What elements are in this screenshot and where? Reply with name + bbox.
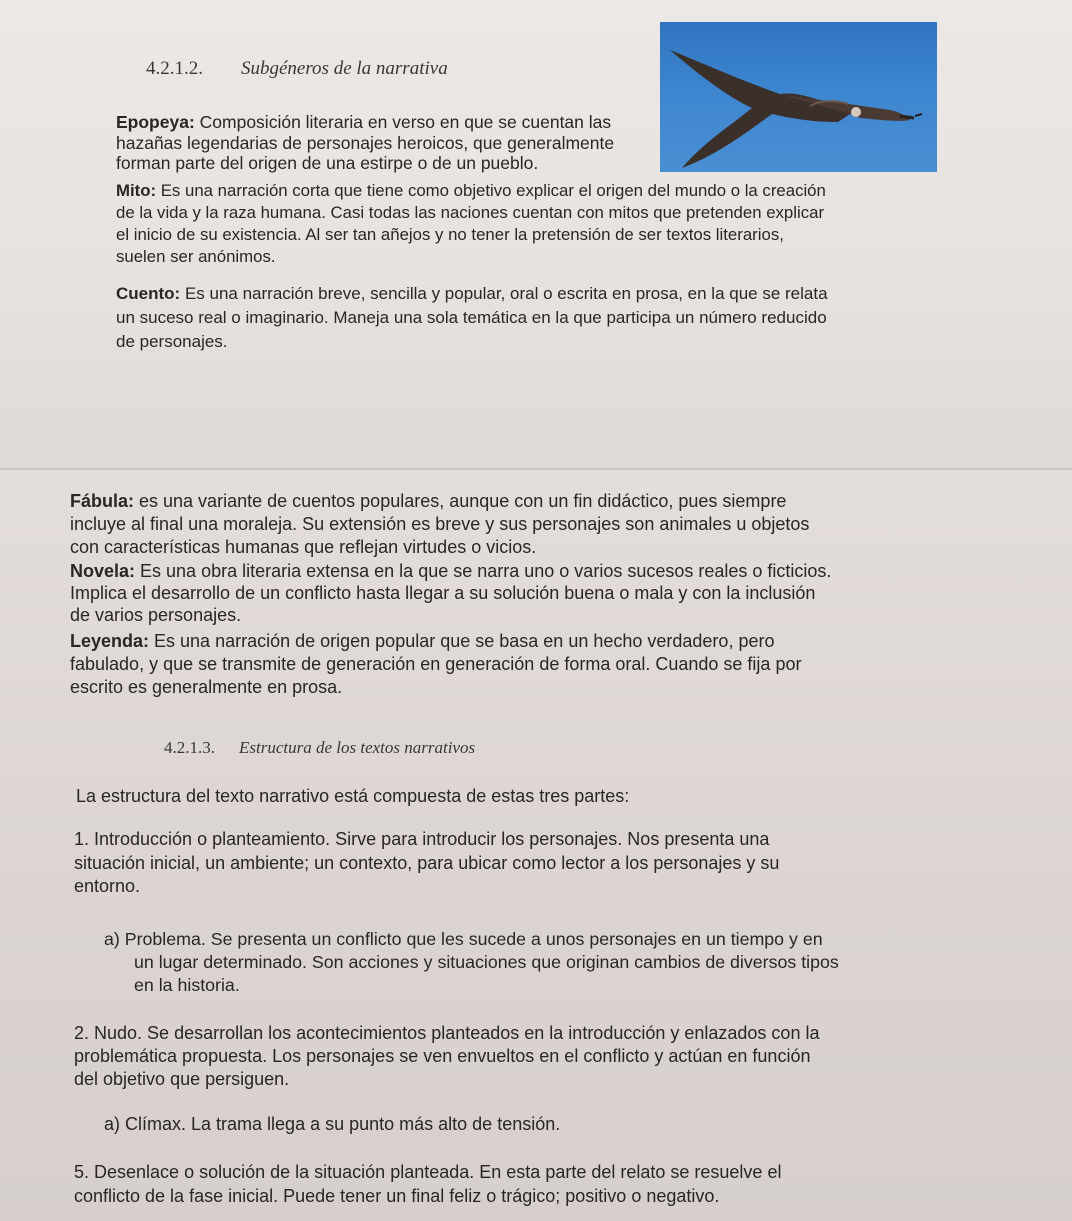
- term-epopeya: Epopeya:: [116, 112, 195, 132]
- list-item-introduccion: 1. Introducción o planteamiento. Sirve para introducir los personajes. Nos presenta una situación inicial, un ambiente; un contexto, para ubicar como lector a los personajes y su entorno.: [74, 829, 780, 896]
- list-item-nudo: 2. Nudo. Se desarrollan los acontecimientos planteados en la introducción y enlazados con la problemática propuesta. Los personajes se ven envueltos en el conflicto y actúan en función del objetivo que persiguen.: [74, 1023, 820, 1089]
- blank-page-area: [0, 360, 1072, 480]
- paragraph-cuento: Cuento: Es una narración breve, sencilla y popular, oral o escrita en prosa, en la que se relata un suceso real o imaginario. Maneja una sola temática en la que participa un número reducido de personajes.: [116, 284, 828, 351]
- section-number: 4.2.1.3.: [164, 738, 215, 757]
- section-title: Estructura de los textos narrativos: [239, 738, 476, 757]
- term-fabula: Fábula:: [70, 491, 135, 511]
- term-mito: Mito:: [116, 181, 157, 200]
- structure-intro: La estructura del texto narrativo está compuesta de estas tres partes:: [76, 786, 630, 806]
- paragraph-epopeya: Epopeya: Composición literaria en verso en que se cuentan las hazañas legendarias de personajes heroicos, que generalmente forman parte del origen de una estirpe o de un pueblo.: [116, 112, 615, 173]
- section-heading-subgeneros: [146, 58, 448, 80]
- paragraph-fabula: Fábula: es una variante de cuentos populares, aunque con un fin didáctico, pues siempre incluye al final una moraleja. Su extensión es breve y sus personajes son animales u objetos con características humanas que reflejan virtudes o vicios.: [70, 491, 810, 557]
- section-number: 4.2.1.2.: [146, 58, 203, 79]
- term-leyenda: Leyenda:: [70, 631, 150, 651]
- paragraph-leyenda: Leyenda: Es una narración de origen popular que se basa en un hecho verdadero, pero fabulado, y que se transmite de generación en generación de forma oral. Cuando se fija por escrito es generalmente en prosa.: [70, 631, 802, 697]
- paragraph-mito: Mito: Es una narración corta que tiene como objetivo explicar el origen del mundo o la creación de la vida y la raza humana. Casi todas las naciones cuentan con mitos que pretenden explicar el inicio de su existencia. Al ser tan añejos y no tener la pretensión de ser textos literarios, suelen ser anónimos.: [116, 181, 826, 266]
- paragraph-novela: Novela: Es una obra literaria extensa en la que se narra uno o varios sucesos reales o ficticios. Implica el desarrollo de un conflicto hasta llegar a su solución buena o mala y con la inclusión de varios personajes.: [70, 561, 832, 625]
- vulture-photo: [660, 22, 937, 172]
- list-item-problema: a) Problema. Se presenta un conflicto que les sucede a unos personajes en un tiempo y en un lugar determinado. Son acciones y situaciones que originan cambios de diversos tipos en la historia.: [104, 929, 839, 995]
- list-item-desenlace: 5. Desenlace o solución de la situación planteada. En esta parte del relato se resuelve el conflicto de la fase inicial. Puede tener un final feliz o trágico; positivo o negativo.: [74, 1162, 782, 1206]
- section-heading-estructura: [164, 738, 475, 758]
- vulture-soaring-icon: [660, 22, 937, 172]
- list-item-climax: a) Clímax. La trama llega a su punto más alto de tensión.: [104, 1114, 561, 1134]
- term-cuento: Cuento:: [116, 284, 181, 303]
- section-title: Subgéneros de la narrativa: [241, 58, 448, 79]
- term-novela: Novela:: [70, 561, 136, 581]
